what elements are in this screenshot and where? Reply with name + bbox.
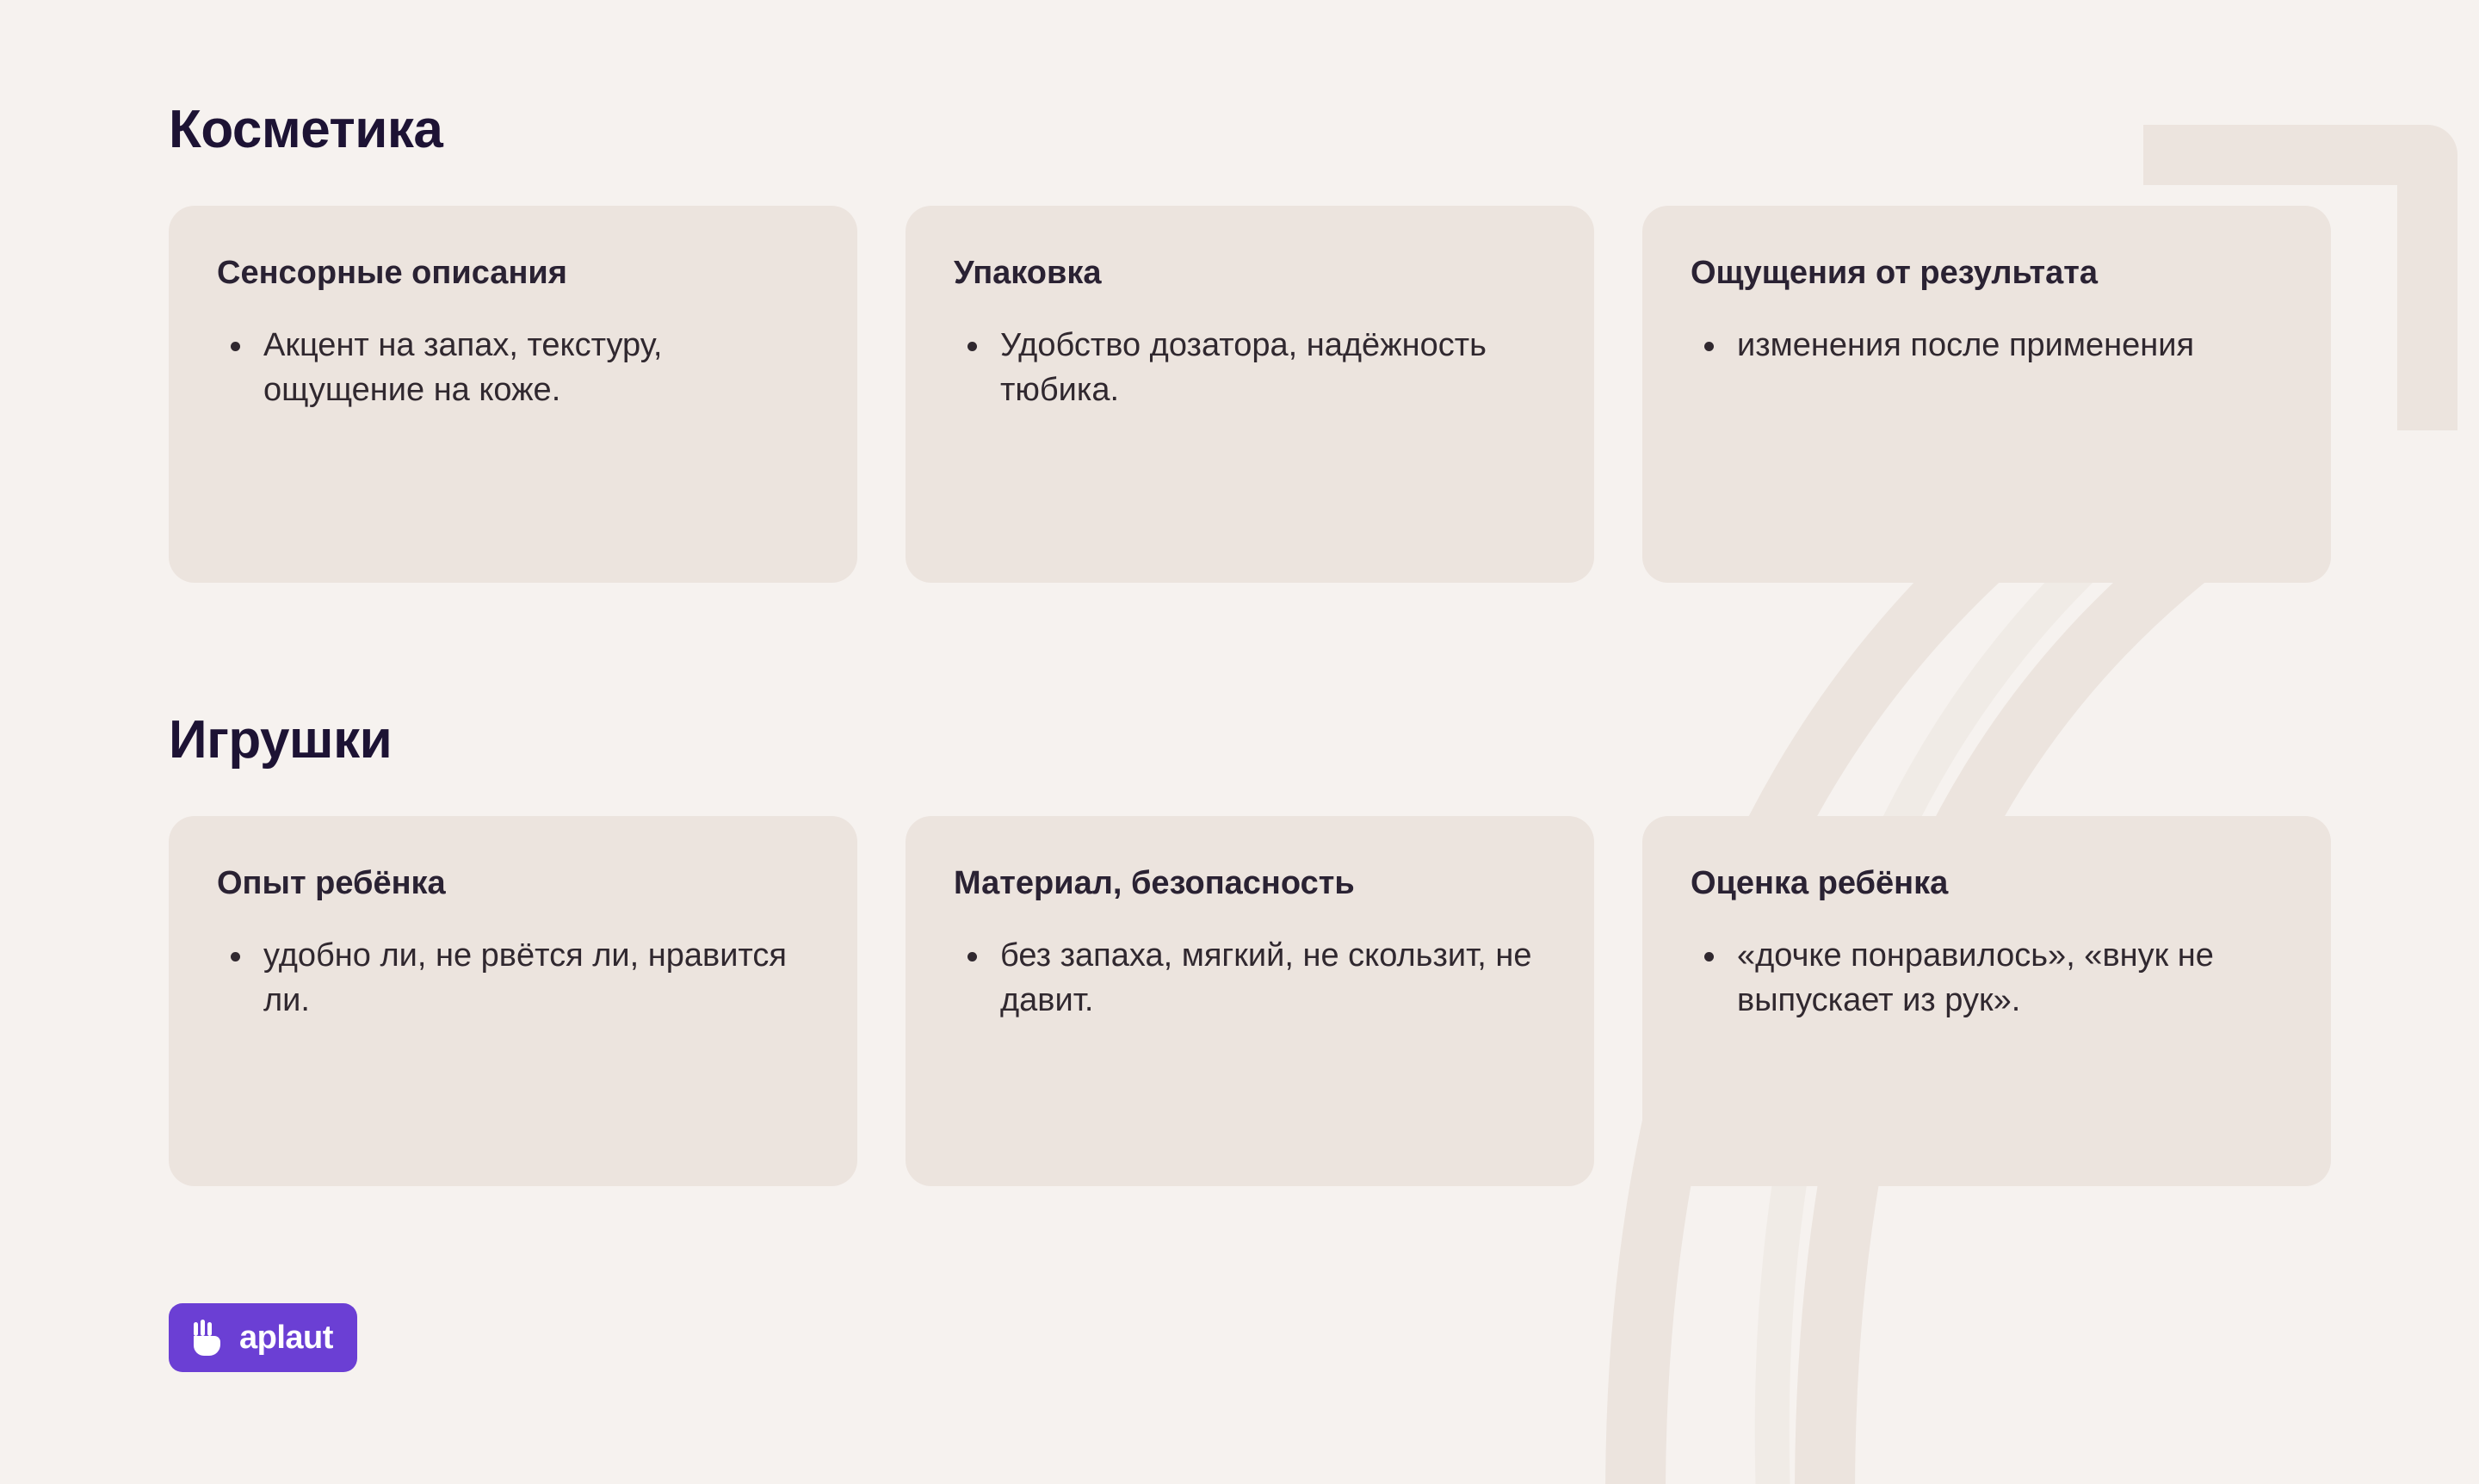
card: [906, 816, 1594, 1186]
section-spacer: [169, 638, 2310, 712]
card: [169, 206, 857, 583]
card-grid: [169, 816, 2310, 1186]
list-item: Удобство дозатора, надёжность тюбика.: [954, 323, 1546, 412]
card: [1642, 816, 2331, 1186]
section-cosmetics: [169, 102, 2310, 583]
list-item: «дочке понравилось», «внук не выпускает из рук».: [1691, 933, 2283, 1023]
card-list: [1691, 323, 2283, 368]
aplaut-logo: [169, 1303, 357, 1372]
card-list: [217, 933, 809, 1023]
section-toys: [169, 712, 2310, 1186]
card-title: Оценка ребёнка: [1691, 865, 1949, 902]
card-title: Сенсорные описания: [217, 255, 567, 292]
card-title: Опыт ребёнка: [217, 865, 446, 902]
logo-text: aplaut: [239, 1320, 333, 1356]
list-item: изменения после применения: [1691, 323, 2283, 368]
card-list: [954, 323, 1546, 412]
card: [1642, 206, 2331, 583]
section-title: Косметика: [169, 100, 443, 159]
card-title: Ощущения от результата: [1691, 255, 2098, 292]
list-item: без запаха, мягкий, не скользит, не давит.: [954, 933, 1546, 1023]
card-grid: [169, 206, 2310, 583]
card-title: Упаковка: [954, 255, 1102, 292]
section-title: Игрушки: [169, 710, 393, 770]
aplaut-hand-icon: [189, 1319, 227, 1357]
card-list: [1691, 933, 2283, 1023]
card-title: Материал, безопасность: [954, 865, 1355, 902]
list-item: Акцент на запах, текстуру, ощущение на коже.: [217, 323, 809, 412]
card-list: [217, 323, 809, 412]
card: [169, 816, 857, 1186]
list-item: удобно ли, не рвётся ли, нравится ли.: [217, 933, 809, 1023]
card-list: [954, 933, 1546, 1023]
card: [906, 206, 1594, 583]
